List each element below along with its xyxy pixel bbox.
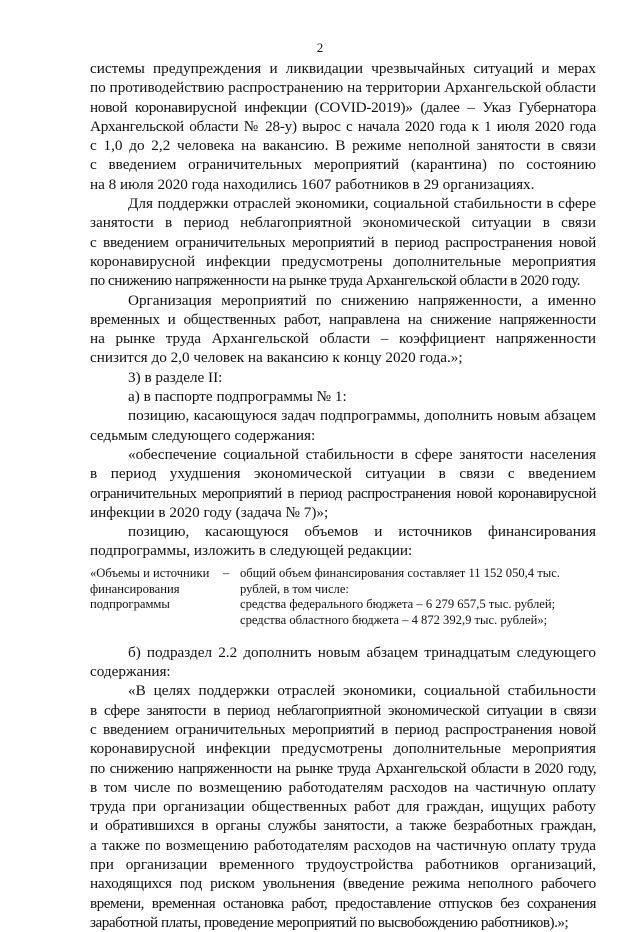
table-left-column	[90, 566, 220, 613]
text-line: с 1,0 до 2,2 человека на вакансию. В режиме неполной занятости в связи	[90, 137, 596, 155]
table-cell-text: средства областного бюджета – 4 872 392,9 тыс. рублей»;	[240, 613, 548, 628]
paragraph	[90, 681, 596, 932]
table-cell-text: рублей, в том числе:	[240, 581, 349, 596]
text-line: системы предупреждения и ликвидации чрезвычайных ситуаций и мерах	[90, 60, 596, 77]
text-line: «обеспечение социальной стабильности в сфере занятости населения	[128, 445, 596, 463]
document-body	[90, 59, 596, 932]
text-line: инфекции в 2020 году (задача № 7)»;	[90, 503, 329, 521]
paragraph	[90, 445, 596, 522]
paragraph	[90, 368, 596, 387]
text-line: подпрограммы, изложить в следующей редакции:	[90, 542, 413, 560]
paragraph	[90, 406, 596, 445]
text-line: по снижению напряженности на рынке труда Архангельской области в 2020 году,	[90, 759, 596, 777]
page-number: 2	[316, 40, 324, 55]
text-line: «В целях поддержки отраслей экономики, социальной стабильности	[128, 682, 596, 700]
text-line: в том числе по возмещению работодателям расходов на частичную оплату	[90, 778, 596, 796]
text-line: в период ухудшения экономической ситуации в связи с введением	[90, 465, 596, 483]
text-line: с введением ограничительных мероприятий в период распространения новой	[90, 233, 596, 251]
text-line: с введением ограничительных мероприятий (карантина) по состоянию	[90, 156, 596, 174]
paragraph	[90, 522, 596, 561]
text-line: позицию, касающуюся объемов и источников финансирования	[128, 523, 596, 541]
text-line: на рынке труда Архангельской области – коэффициент напряженности	[90, 330, 596, 348]
text-line: при организации временного трудоустройства работников организаций,	[90, 855, 596, 873]
text-line: с введением ограничительных мероприятий в период распространения новой	[90, 720, 596, 738]
text-line: труда при организации общественных работ для граждан, ищущих работу	[90, 798, 596, 816]
text-line: содержания:	[90, 663, 171, 681]
paragraph	[90, 59, 596, 194]
table-dash: –	[223, 565, 230, 580]
text-line: седьмым следующего содержания:	[90, 426, 316, 444]
table-cell-text: «Объемы и источники	[90, 565, 210, 580]
text-line: 3) в разделе II:	[128, 368, 223, 386]
text-line: и обратившихся в органы службы занятости, а также безработных граждан,	[90, 817, 596, 835]
text-line: занятости в период неблагоприятной экономической ситуации в связи	[90, 214, 596, 232]
text-line: а) в паспорте подпрограммы № 1:	[128, 388, 347, 406]
text-line: в сфере занятости в период неблагоприятной экономической ситуации в связи	[90, 701, 596, 719]
text-line: на 8 июля 2020 года находились 1607 работников в 29 организациях.	[90, 175, 535, 193]
text-line: ограничительных мероприятий в период распространения новой коронавирусной	[90, 484, 596, 502]
paragraph	[90, 643, 596, 682]
text-line: коронавирусной инфекции предусмотрены дополнительные мероприятия	[90, 252, 596, 270]
text-line: Архангельской области № 28-у) вырос с начала 2020 года к 1 июля 2020 года	[90, 117, 596, 135]
text-line: по противодействию распространению на территории Архангельской области	[90, 79, 596, 97]
paragraph	[90, 291, 596, 368]
text-line: б) подраздел 2.2 дополнить новым абзацем тринадцатым следующего	[128, 643, 596, 661]
table-cell-text: средства федерального бюджета – 6 279 657,5 тыс. рублей;	[240, 597, 556, 612]
paragraph	[90, 194, 596, 290]
financing-table	[90, 566, 596, 634]
text-line: снизится до 2,0 человек на вакансию к концу 2020 года.»;	[90, 349, 463, 367]
paragraph	[90, 387, 596, 406]
text-line: новой коронавирусной инфекции (COVID-2019)» (далее – Указ Губернатора	[90, 98, 596, 116]
text-line: а также по возмещению работодателям расходов на частичную оплату труда	[90, 836, 596, 854]
text-line: заработной платы, проведение мероприятий по высвобождению работников).»;	[90, 913, 569, 931]
text-line: времени, временная остановка работ, предоставление отпусков без сохранения	[90, 894, 596, 912]
text-line: Организация мероприятий по снижению напряженности, а именно	[128, 291, 596, 309]
table-cell-text: общий объем финансирования составляет 11 152 050,4 тыс.	[240, 565, 560, 580]
text-line: позицию, касающуюся задач подпрограммы, дополнить новым абзацем	[128, 407, 596, 425]
text-line: временных и общественных работ, направлена на снижение напряженности	[90, 310, 596, 328]
text-line: находящихся под риском увольнения (введение режима неполного рабочего	[90, 875, 596, 893]
text-line: по снижению напряженности на рынке труда Архангельской области в 2020 году.	[90, 272, 580, 290]
table-cell-text: подпрограммы	[90, 597, 170, 612]
table-cell-text: финансирования	[90, 581, 180, 596]
table-right-column	[240, 566, 600, 629]
text-line: Для поддержки отраслей экономики, социальной стабильности в сфере	[128, 195, 596, 213]
text-line: коронавирусной инфекции предусмотрены дополнительные мероприятия	[90, 740, 596, 758]
